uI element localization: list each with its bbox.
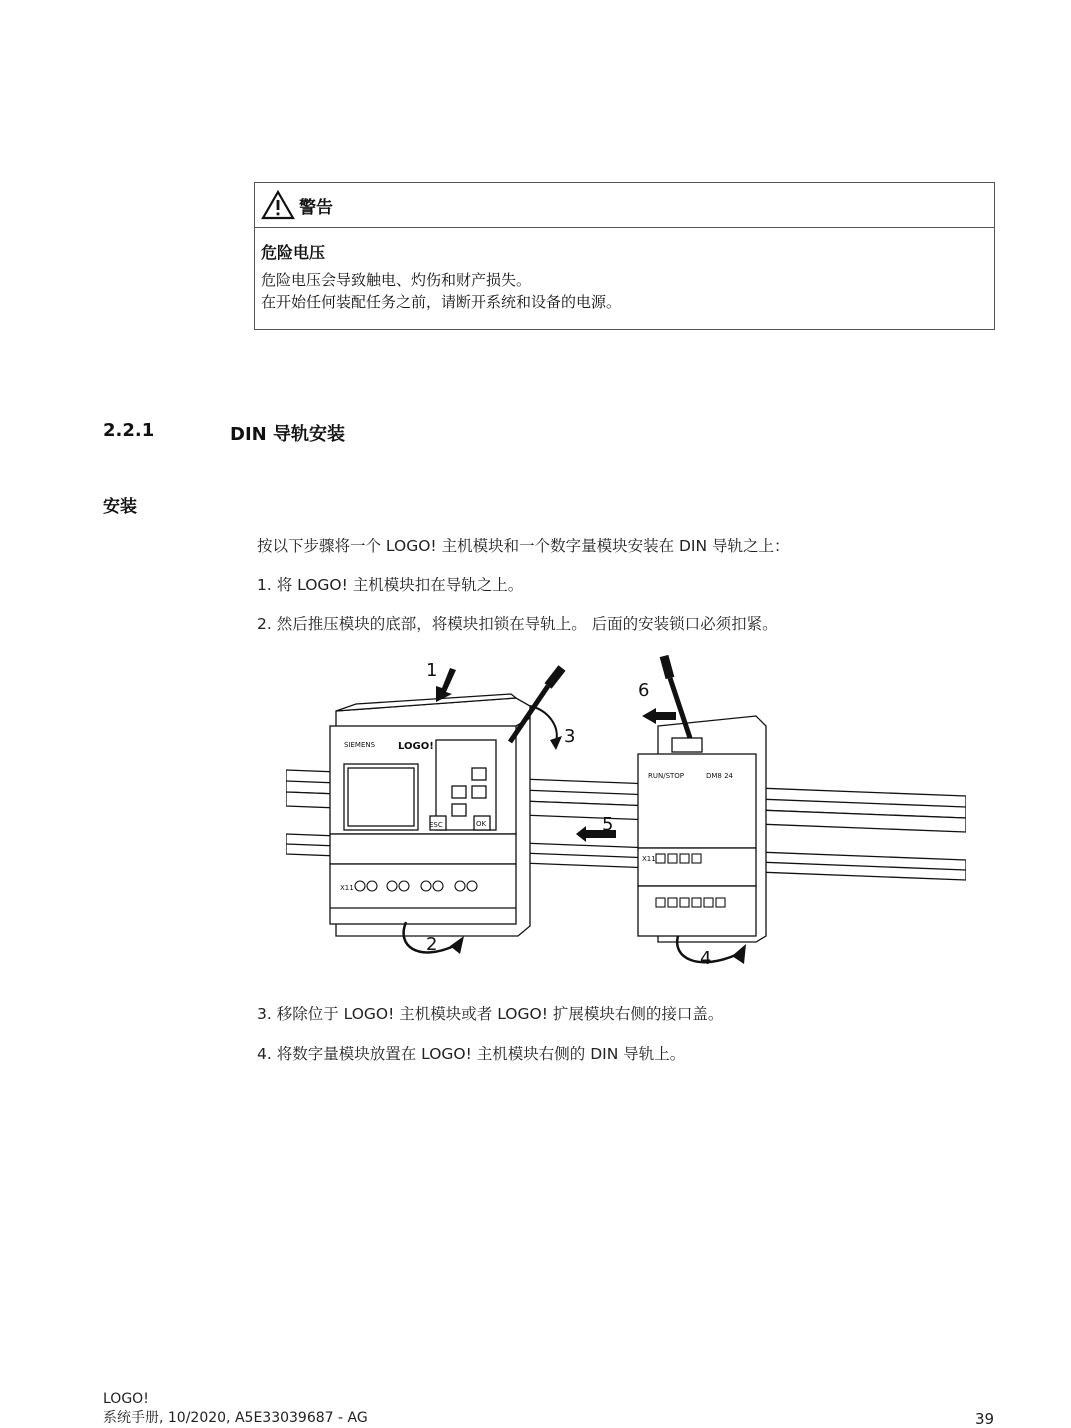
warning-box	[254, 182, 995, 330]
warning-line-2: 在开始任何装配任务之前，请断开系统和设备的电源。	[261, 293, 622, 311]
main-module-brand: SIEMENS	[344, 741, 376, 749]
warning-title: 警告	[299, 197, 333, 218]
main-module-x11: X11	[340, 884, 354, 892]
logo-main-module	[330, 694, 530, 936]
callout-4: 4	[700, 948, 712, 969]
step-1: 1. 将 LOGO! 主机模块扣在导轨之上。	[257, 576, 524, 594]
warning-triangle-icon	[261, 190, 295, 220]
intro-paragraph: 按以下步骤将一个 LOGO! 主机模块和一个数字量模块安装在 DIN 导轨之上：	[257, 537, 790, 555]
callout-5: 5	[602, 814, 614, 835]
expansion-runstop: RUN/STOP	[648, 772, 685, 780]
main-module-ok: OK	[476, 820, 487, 828]
arrow-4-head-icon	[732, 944, 746, 964]
main-module-esc: ESC	[429, 821, 443, 829]
callout-2: 2	[426, 934, 438, 955]
callout-1: 1	[426, 660, 438, 681]
footer-doc: 系统手册, 10/2020, A5E33039687 - AG	[103, 1410, 368, 1426]
callout-6: 6	[638, 680, 650, 701]
expansion-model: DM8 24	[706, 772, 734, 780]
arrow-2-head-icon	[450, 936, 464, 954]
section-number: 2.2.1	[103, 420, 155, 441]
main-module-product: LOGO!	[398, 741, 434, 752]
subheading: 安装	[103, 497, 137, 517]
din-rail-installation-figure	[286, 646, 966, 976]
step-4: 4. 将数字量模块放置在 LOGO! 主机模块右侧的 DIN 导轨上。	[257, 1045, 686, 1063]
arrow-3-head-icon	[550, 736, 562, 750]
expansion-x11: X11	[642, 855, 656, 863]
footer-left	[103, 1390, 368, 1428]
callout-3: 3	[564, 726, 576, 747]
step-2: 2. 然后推压模块的底部，将模块扣锁在导轨上。 后面的安装锁口必须扣紧。	[257, 615, 778, 633]
warning-header	[255, 183, 994, 228]
warning-subtitle: 危险电压	[261, 243, 326, 262]
dm8-expansion-module	[638, 716, 766, 942]
footer-product: LOGO!	[103, 1391, 149, 1407]
page-number: 39	[975, 1410, 995, 1428]
section-title: DIN 导轨安装	[230, 424, 345, 445]
arrow-1-icon	[436, 668, 456, 702]
warning-line-1: 危险电压会导致触电、灼伤和财产损失。	[261, 271, 532, 289]
step-3: 3. 移除位于 LOGO! 主机模块或者 LOGO! 扩展模块右侧的接口盖。	[257, 1005, 724, 1023]
arrow-6-icon	[642, 708, 676, 724]
